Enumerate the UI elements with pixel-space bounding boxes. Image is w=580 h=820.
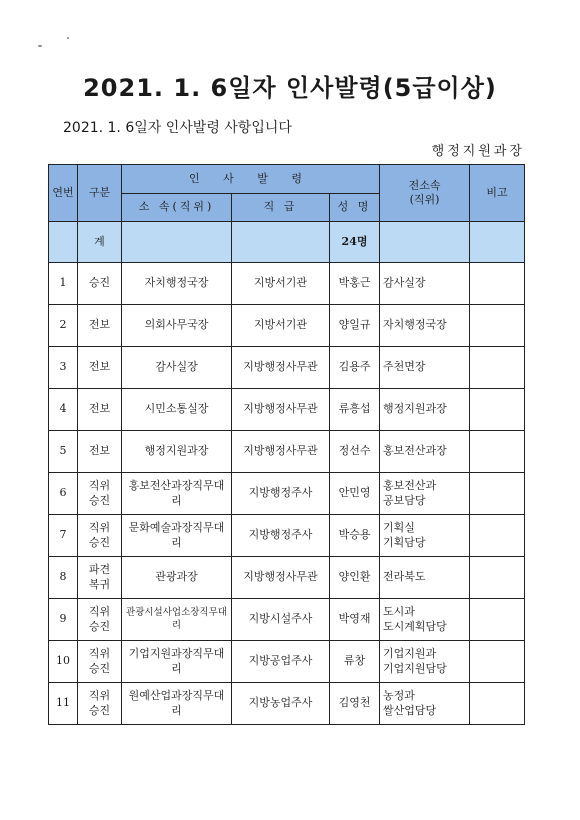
row-no: 9 [49,599,78,641]
row-remarks [470,389,525,431]
table-row [49,557,525,599]
row-type: 승진 [78,263,122,305]
row-previous: 홍보전산과 공보담당 [380,473,470,515]
row-rank: 지방시설주사 [232,599,330,641]
table-row [49,305,525,347]
row-remarks [470,473,525,515]
total-rank-cell [232,222,330,263]
table-row [49,599,525,641]
row-no: 3 [49,347,78,389]
total-affiliation-cell [122,222,232,263]
row-remarks [470,599,525,641]
row-type: 전보 [78,431,122,473]
header-type: 구분 [78,165,122,222]
scan-speck [38,45,42,47]
header-remarks: 비고 [470,165,525,222]
row-remarks [470,515,525,557]
row-no: 11 [49,683,78,725]
row-no: 8 [49,557,78,599]
row-name: 박영재 [330,599,380,641]
total-row [49,222,525,263]
row-no: 10 [49,641,78,683]
row-no: 5 [49,431,78,473]
row-rank: 지방행정사무관 [232,557,330,599]
row-name: 박홍근 [330,263,380,305]
row-name: 박승용 [330,515,380,557]
row-remarks [470,263,525,305]
row-previous: 감사실장 [380,263,470,305]
row-remarks [470,347,525,389]
row-affiliation: 기업지원과장직무대리 [122,641,232,683]
row-no: 1 [49,263,78,305]
table-row [49,515,525,557]
row-affiliation: 행정지원과장 [122,431,232,473]
table-row [49,389,525,431]
row-no: 6 [49,473,78,515]
table-row [49,641,525,683]
row-type: 직위 승진 [78,515,122,557]
row-type: 파견 복귀 [78,557,122,599]
row-previous: 행정지원과장 [380,389,470,431]
row-rank: 지방서기관 [232,305,330,347]
row-name: 김영천 [330,683,380,725]
row-name: 양일규 [330,305,380,347]
header-name: 성 명 [330,194,380,222]
row-remarks [470,431,525,473]
row-remarks [470,557,525,599]
row-name: 정선수 [330,431,380,473]
department-signature: 행정지원과장 [431,144,525,159]
row-affiliation: 감사실장 [122,347,232,389]
row-remarks [470,305,525,347]
row-previous: 홍보전산과장 [380,431,470,473]
total-remarks-cell [470,222,525,263]
row-rank: 지방행정사무관 [232,431,330,473]
row-no: 2 [49,305,78,347]
row-previous: 농정과 쌀산업담당 [380,683,470,725]
intro-text: 2021. 1. 6일자 인사발령 사항입니다 [63,120,292,136]
row-previous: 주천면장 [380,347,470,389]
row-name: 양인환 [330,557,380,599]
row-rank: 지방서기관 [232,263,330,305]
row-affiliation: 시민소통실장 [122,389,232,431]
row-previous: 기업지원과 기업지원담당 [380,641,470,683]
row-rank: 지방행정사무관 [232,347,330,389]
row-rank: 지방공업주사 [232,641,330,683]
row-rank: 지방행정사무관 [232,389,330,431]
header-rank: 직 급 [232,194,330,222]
row-affiliation: 홍보전산과장직무대리 [122,473,232,515]
table-row [49,683,525,725]
row-remarks [470,683,525,725]
row-type: 전보 [78,389,122,431]
row-previous: 자치행정국장 [380,305,470,347]
row-affiliation: 의회사무국장 [122,305,232,347]
row-remarks [470,641,525,683]
table-row [49,431,525,473]
row-previous: 전라북도 [380,557,470,599]
row-type: 직위 승진 [78,473,122,515]
total-count: 24명 [330,222,380,263]
row-rank: 지방행정주사 [232,473,330,515]
row-name: 안민영 [330,473,380,515]
table-row [49,263,525,305]
row-previous: 도시과 도시계획담당 [380,599,470,641]
scan-speck [67,37,69,39]
row-rank: 지방농업주사 [232,683,330,725]
row-type: 직위 승진 [78,683,122,725]
header-affiliation: 소 속(직위) [122,194,232,222]
row-name: 류흥섭 [330,389,380,431]
header-appointment: 인 사 발 령 [122,165,380,194]
row-name: 김용주 [330,347,380,389]
row-affiliation: 관광과장 [122,557,232,599]
row-affiliation: 관광시설사업소장직무대리 [122,599,232,641]
total-label: 계 [78,222,122,263]
total-no-cell [49,222,78,263]
table-row [49,347,525,389]
row-affiliation: 자치행정국장 [122,263,232,305]
row-name: 류창 [330,641,380,683]
row-previous: 기획실 기획담당 [380,515,470,557]
row-type: 전보 [78,347,122,389]
row-type: 직위 승진 [78,599,122,641]
row-type: 직위 승진 [78,641,122,683]
row-no: 7 [49,515,78,557]
table-row [49,473,525,515]
row-rank: 지방행정주사 [232,515,330,557]
row-affiliation: 원예산업과장직무대리 [122,683,232,725]
row-no: 4 [49,389,78,431]
appointment-table [48,164,525,725]
header-no: 연번 [49,165,78,222]
row-affiliation: 문화예술과장직무대리 [122,515,232,557]
page-title: 2021. 1. 6일자 인사발령(5급이상) [83,74,497,102]
header-previous: 전소속 (직위) [380,165,470,222]
row-type: 전보 [78,305,122,347]
total-previous-cell [380,222,470,263]
